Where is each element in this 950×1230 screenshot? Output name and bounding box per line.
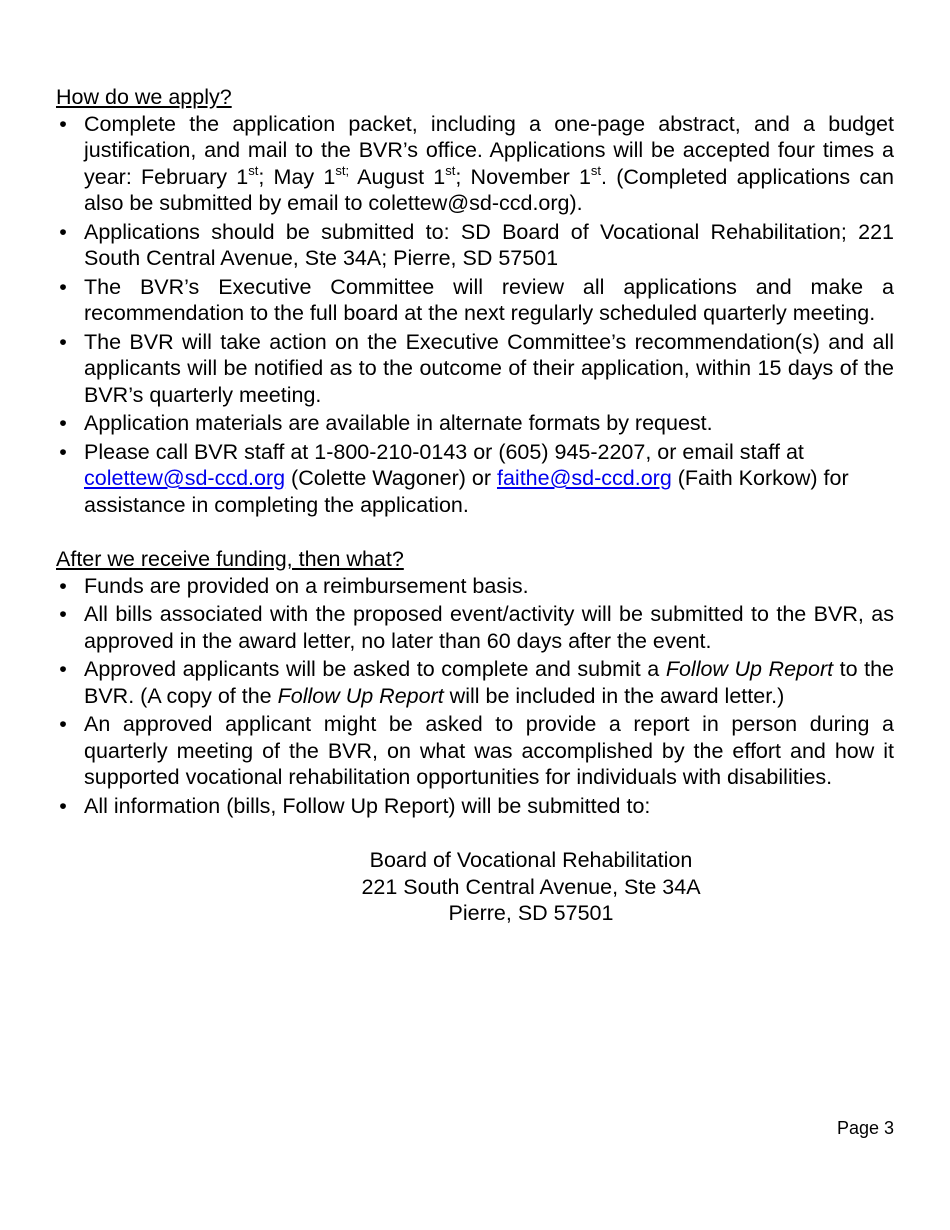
bullet-icon: • (59, 712, 67, 736)
list-item: • Complete the application packet, including a one-page abstract, and a budget justification, and mail to the BVR’s office. Applications will be accepted four times a year: February 1st; May $1^{st;}$ August 1st; November 1st. (Completed applications can also be submitted by email to colettew@sd-ccd.org). (56, 111, 894, 217)
bullet-icon: • (59, 111, 67, 136)
email-link-faith[interactable]: faithe@sd-ccd.org (496, 466, 672, 490)
list-item: • All bills associated with the proposed event/activity will be submitted to the BVR, as approved in the award letter, no later than 60 days after the event. (56, 601, 894, 654)
email-link-colette[interactable]: colettew@sd-ccd.org (84, 466, 286, 490)
mailing-address (56, 847, 894, 927)
apply-list (56, 111, 894, 519)
bullet-icon: • (59, 219, 67, 244)
list-item: • All information (bills, Follow Up Report) will be submitted to: (56, 793, 894, 820)
address-line-2: 221 South Central Avenue, Ste 34A (361, 874, 701, 899)
page-number: Page 3 (836, 1118, 894, 1138)
section-spacer (56, 520, 894, 546)
list-item: • Funds are provided on a reimbursement basis. (56, 573, 894, 600)
bullet-icon: • (59, 329, 67, 354)
section-heading-apply: How do we apply? (56, 85, 232, 109)
bullet-icon: • (59, 439, 67, 464)
list-item: • Approved applicants will be asked to complete and submit a Follow Up Report to the BVR. (A copy of the Follow Up Report will be included in the award letter.) (56, 656, 894, 709)
bullet-icon: • (59, 411, 67, 435)
bullet-icon: • (59, 657, 67, 681)
funding-list (56, 573, 894, 820)
bullet-icon: • (59, 602, 67, 626)
bullet-icon: • (59, 573, 67, 598)
list-item: • The BVR’s Executive Committee will review all applications and make a recommendation to the full board at the next regularly scheduled quarterly meeting. (56, 274, 894, 327)
list-item: • Application materials are available in alternate formats by request. (56, 410, 894, 437)
bullet-icon: • (59, 793, 67, 818)
document-page (56, 84, 894, 927)
list-item: • An approved applicant might be asked to provide a report in person during a quarterly meeting of the BVR, on what was accomplished by the effort and how it supported vocational rehabilitation opportunities for individuals with disabilities. (56, 711, 894, 791)
section-heading-funding: After we receive funding, then what? (56, 547, 404, 571)
address-line-1: Board of Vocational Rehabilitation (369, 848, 693, 872)
bullet-icon: • (59, 274, 67, 299)
list-item: • Applications should be submitted to: SD Board of Vocational Rehabilitation; 221 South Central Avenue, Ste 34A; Pierre, SD 57501 (56, 219, 894, 272)
list-item: • Please call BVR staff at 1-800-210-0143 or (605) 945-2207, or email staff at colettew@sd-ccd.org (Colette Wagoner) or faithe@sd-ccd.org (Faith Korkow) for assistance in completing the application. (56, 439, 894, 519)
list-item: • The BVR will take action on the Executive Committee’s recommendation(s) and all applicants will be notified as to the outcome of their application, within 15 days of the BVR’s quarterly meeting. (56, 329, 894, 409)
address-line-3: Pierre, SD 57501 (448, 901, 614, 925)
